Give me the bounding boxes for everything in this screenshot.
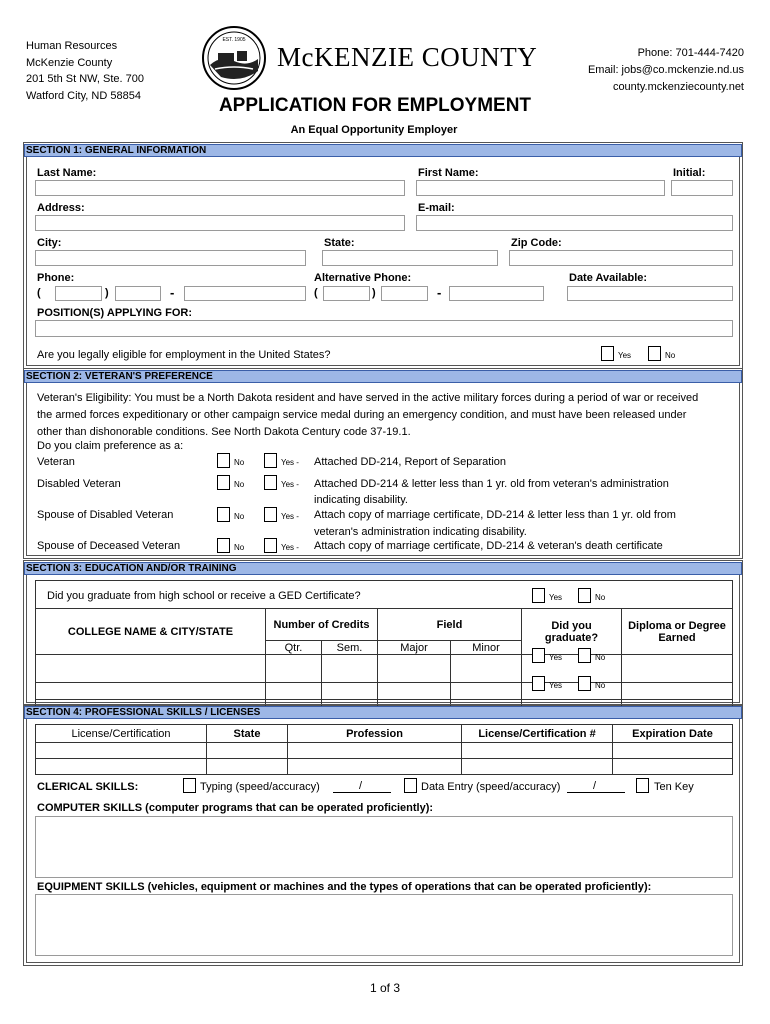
hs-no-checkbox[interactable] [578, 588, 591, 603]
phone-prefix-input[interactable] [115, 286, 161, 301]
college2-grad-yes-checkbox[interactable] [532, 676, 545, 691]
ten-key-checkbox[interactable] [636, 778, 649, 793]
col-expiration: Expiration Date [613, 725, 733, 743]
positions-input[interactable] [35, 320, 733, 337]
profession-cell[interactable] [288, 743, 462, 759]
col-did-you: Did you [551, 619, 592, 632]
section-4-header: SECTION 4: PROFESSIONAL SKILLS / LICENSES [24, 706, 742, 719]
clerical-label: CLERICAL SKILLS: [37, 781, 139, 793]
veteran-attach: Attached DD-214, Report of Separation [314, 456, 507, 468]
county-name: McKENZIE COUNTY [277, 42, 538, 72]
alt-phone-area-input[interactable] [323, 286, 370, 301]
eligible-no-label: No [665, 351, 676, 360]
phone-dash: - [170, 285, 175, 300]
spouse-disabled-yes-checkbox[interactable] [264, 507, 277, 522]
typing-input[interactable] [333, 792, 391, 793]
hs-yes-label: Yes [549, 593, 563, 602]
disabled-veteran-label: Disabled Veteran [37, 478, 121, 490]
veteran-yes-checkbox[interactable] [264, 453, 277, 468]
seal-text: EST. 1905 [222, 37, 246, 43]
col-credits: Number of Credits [266, 609, 378, 641]
college1-grad-yes-label: Yes [549, 653, 563, 662]
col-state: State [207, 725, 288, 743]
computer-skills-label: COMPUTER SKILLS (computer programs that can be operated proficiently): [37, 802, 434, 814]
col-minor: Minor [451, 641, 522, 655]
spouse-disabled-no-checkbox[interactable] [217, 507, 230, 522]
alt-phone-line-input[interactable] [449, 286, 544, 301]
org-line-2: McKenzie County [26, 57, 113, 69]
spouse-deceased-label: Spouse of Deceased Veteran [37, 540, 181, 552]
typing-slash: / [359, 780, 363, 792]
alt-phone-paren-open: ( [314, 287, 318, 299]
initial-label: Initial: [673, 167, 706, 179]
college1-grad-yes-checkbox[interactable] [532, 648, 545, 663]
col-college: COLLEGE NAME & CITY/STATE [36, 609, 266, 655]
col-license-no: License/Certification # [462, 725, 613, 743]
eligible-yes-label: Yes [618, 351, 632, 360]
veteran-label: Veteran [37, 456, 75, 468]
veteran-no-label: No [234, 458, 245, 467]
license-cell[interactable] [36, 759, 207, 775]
org-line-1: Human Resources [26, 40, 118, 52]
first-name-label: First Name: [418, 167, 479, 179]
ten-key-label: Ten Key [654, 781, 694, 793]
org-line-4: Watford City, ND 58854 [26, 90, 141, 102]
eligible-yes-checkbox[interactable] [601, 346, 614, 361]
claim-question: Do you claim preference as a: [37, 440, 184, 452]
hs-yes-checkbox[interactable] [532, 588, 545, 603]
eligibility-text-line-2: the armed forces expeditionary or other campaign service medal during an emergency condition, and must have been released under [37, 409, 687, 421]
data-entry-input[interactable] [567, 792, 625, 793]
licenses-table [35, 724, 733, 775]
col-graduate: graduate? [544, 631, 599, 644]
spouse-deceased-no-label: No [234, 543, 245, 552]
contact-website: county.mckenziecounty.net [612, 81, 744, 93]
spouse-deceased-attach: Attach copy of marriage certificate, DD-214 & veteran's death certificate [314, 540, 663, 552]
spouse-disabled-attach-1: Attach copy of marriage certificate, DD-214 & letter less than 1 yr. old from [314, 509, 676, 521]
alt-phone-paren-close: ) [372, 287, 376, 299]
education-row [36, 655, 733, 683]
state-input[interactable] [322, 250, 498, 266]
spouse-disabled-attach-2: veteran's administration indicating disability. [314, 526, 527, 538]
college2-grad-no-label: No [595, 681, 606, 690]
email-label: E-mail: [418, 202, 455, 214]
spouse-disabled-label: Spouse of Disabled Veteran [37, 509, 174, 521]
alt-phone-prefix-input[interactable] [381, 286, 428, 301]
college1-grad-no-checkbox[interactable] [578, 648, 591, 663]
org-line-3: 201 5th St NW, Ste. 700 [26, 73, 145, 85]
section-2-header: SECTION 2: VETERAN'S PREFERENCE [24, 370, 742, 383]
expiration-cell[interactable] [613, 743, 733, 759]
page-title: APPLICATION FOR EMPLOYMENT [218, 95, 532, 116]
data-entry-slash: / [593, 780, 597, 792]
date-available-input[interactable] [567, 286, 733, 301]
disabled-veteran-no-label: No [234, 480, 245, 489]
eligibility-question: Are you legally eligible for employment in the United States? [37, 349, 331, 361]
address-label: Address: [37, 202, 85, 214]
contact-email: Email: jobs@co.mckenzie.nd.us [587, 64, 744, 76]
col-field: Field [378, 609, 522, 641]
hs-question: Did you graduate from high school or receive a GED Certificate? [47, 590, 361, 602]
section-3-header: SECTION 3: EDUCATION AND/OR TRAINING [24, 562, 742, 575]
alt-phone-label: Alternative Phone: [314, 272, 412, 284]
qtr-cell[interactable] [266, 655, 322, 683]
col-diploma [622, 609, 733, 655]
spouse-disabled-yes-label: Yes - [281, 512, 299, 521]
data-entry-label: Data Entry (speed/accuracy) [421, 781, 561, 793]
phone-paren-open: ( [37, 287, 41, 299]
initial-input[interactable] [671, 180, 733, 196]
equipment-skills-label: EQUIPMENT SKILLS (vehicles, equipment or machines and the types of operations that can be operated proficiently): [37, 881, 652, 893]
col-profession: Profession [288, 725, 462, 743]
disabled-veteran-attach-1: Attached DD-214 & letter less than 1 yr. old from veteran's administration [314, 478, 669, 490]
license-no-cell[interactable] [462, 743, 613, 759]
disabled-veteran-no-checkbox[interactable] [217, 475, 230, 490]
county-seal-logo [201, 25, 267, 91]
zip-input[interactable] [509, 250, 733, 266]
spouse-deceased-no-checkbox[interactable] [217, 538, 230, 553]
col-sem: Sem. [322, 641, 378, 655]
spouse-disabled-no-label: No [234, 512, 245, 521]
last-name-label: Last Name: [37, 167, 97, 179]
state-cell[interactable] [207, 759, 288, 775]
disabled-veteran-yes-label: Yes - [281, 480, 299, 489]
license-row [36, 743, 733, 759]
hs-no-label: No [595, 593, 606, 602]
spouse-deceased-yes-checkbox[interactable] [264, 538, 277, 553]
degree-cell[interactable] [622, 655, 733, 683]
college1-grad-no-label: No [595, 653, 606, 662]
alt-phone-dash: - [437, 285, 442, 300]
college2-grad-yes-label: Yes [549, 681, 563, 690]
page-subtitle: An Equal Opportunity Employer [290, 124, 458, 136]
email-input[interactable] [416, 215, 733, 231]
phone-line-input[interactable] [184, 286, 306, 301]
computer-skills-input[interactable] [35, 816, 733, 878]
eligibility-text-line-3: other than dishonorable conditions. See North Dakota Century code 37-19.1. [37, 426, 411, 438]
spouse-deceased-yes-label: Yes - [281, 543, 299, 552]
college2-grad-no-checkbox[interactable] [578, 676, 591, 691]
positions-label: POSITION(S) APPLYING FOR: [37, 307, 193, 319]
col-earned: Earned [658, 631, 696, 644]
phone-paren-close: ) [105, 287, 109, 299]
typing-label: Typing (speed/accuracy) [200, 781, 320, 793]
page-number: 1 of 3 [369, 981, 401, 995]
disabled-veteran-yes-checkbox[interactable] [264, 475, 277, 490]
college-name-cell[interactable] [36, 655, 266, 683]
expiration-cell[interactable] [613, 759, 733, 775]
sem-cell[interactable] [322, 655, 378, 683]
col-major: Major [378, 641, 451, 655]
state-label: State: [324, 237, 355, 249]
education-table [35, 608, 733, 711]
equipment-skills-input[interactable] [35, 894, 733, 956]
veteran-no-checkbox[interactable] [217, 453, 230, 468]
disabled-veteran-attach-2: indicating disability. [314, 494, 408, 506]
profession-cell[interactable] [288, 759, 462, 775]
phone-area-input[interactable] [55, 286, 102, 301]
license-no-cell[interactable] [462, 759, 613, 775]
col-qtr: Qtr. [266, 641, 322, 655]
date-available-label: Date Available: [569, 272, 648, 284]
col-diploma-line: Diploma or Degree [628, 619, 726, 632]
city-input[interactable] [35, 250, 306, 266]
col-license: License/Certification [36, 725, 207, 743]
section-1-header: SECTION 1: GENERAL INFORMATION [24, 144, 742, 157]
address-input[interactable] [35, 215, 405, 231]
typing-checkbox[interactable] [183, 778, 196, 793]
phone-label: Phone: [37, 272, 75, 284]
city-label: City: [37, 237, 62, 249]
eligible-no-checkbox[interactable] [648, 346, 661, 361]
contact-phone: Phone: 701-444-7420 [637, 47, 744, 59]
license-cell[interactable] [36, 743, 207, 759]
major-cell[interactable] [378, 655, 451, 683]
veteran-yes-label: Yes - [281, 458, 299, 467]
eligibility-text-line-1: Veteran's Eligibility: You must be a North Dakota resident and have served in the active military forces during a period of war or received [37, 392, 699, 404]
license-row [36, 759, 733, 775]
minor-cell[interactable] [451, 655, 522, 683]
state-cell[interactable] [207, 743, 288, 759]
zip-label: Zip Code: [511, 237, 562, 249]
data-entry-checkbox[interactable] [404, 778, 417, 793]
first-name-input[interactable] [416, 180, 665, 196]
last-name-input[interactable] [35, 180, 405, 196]
